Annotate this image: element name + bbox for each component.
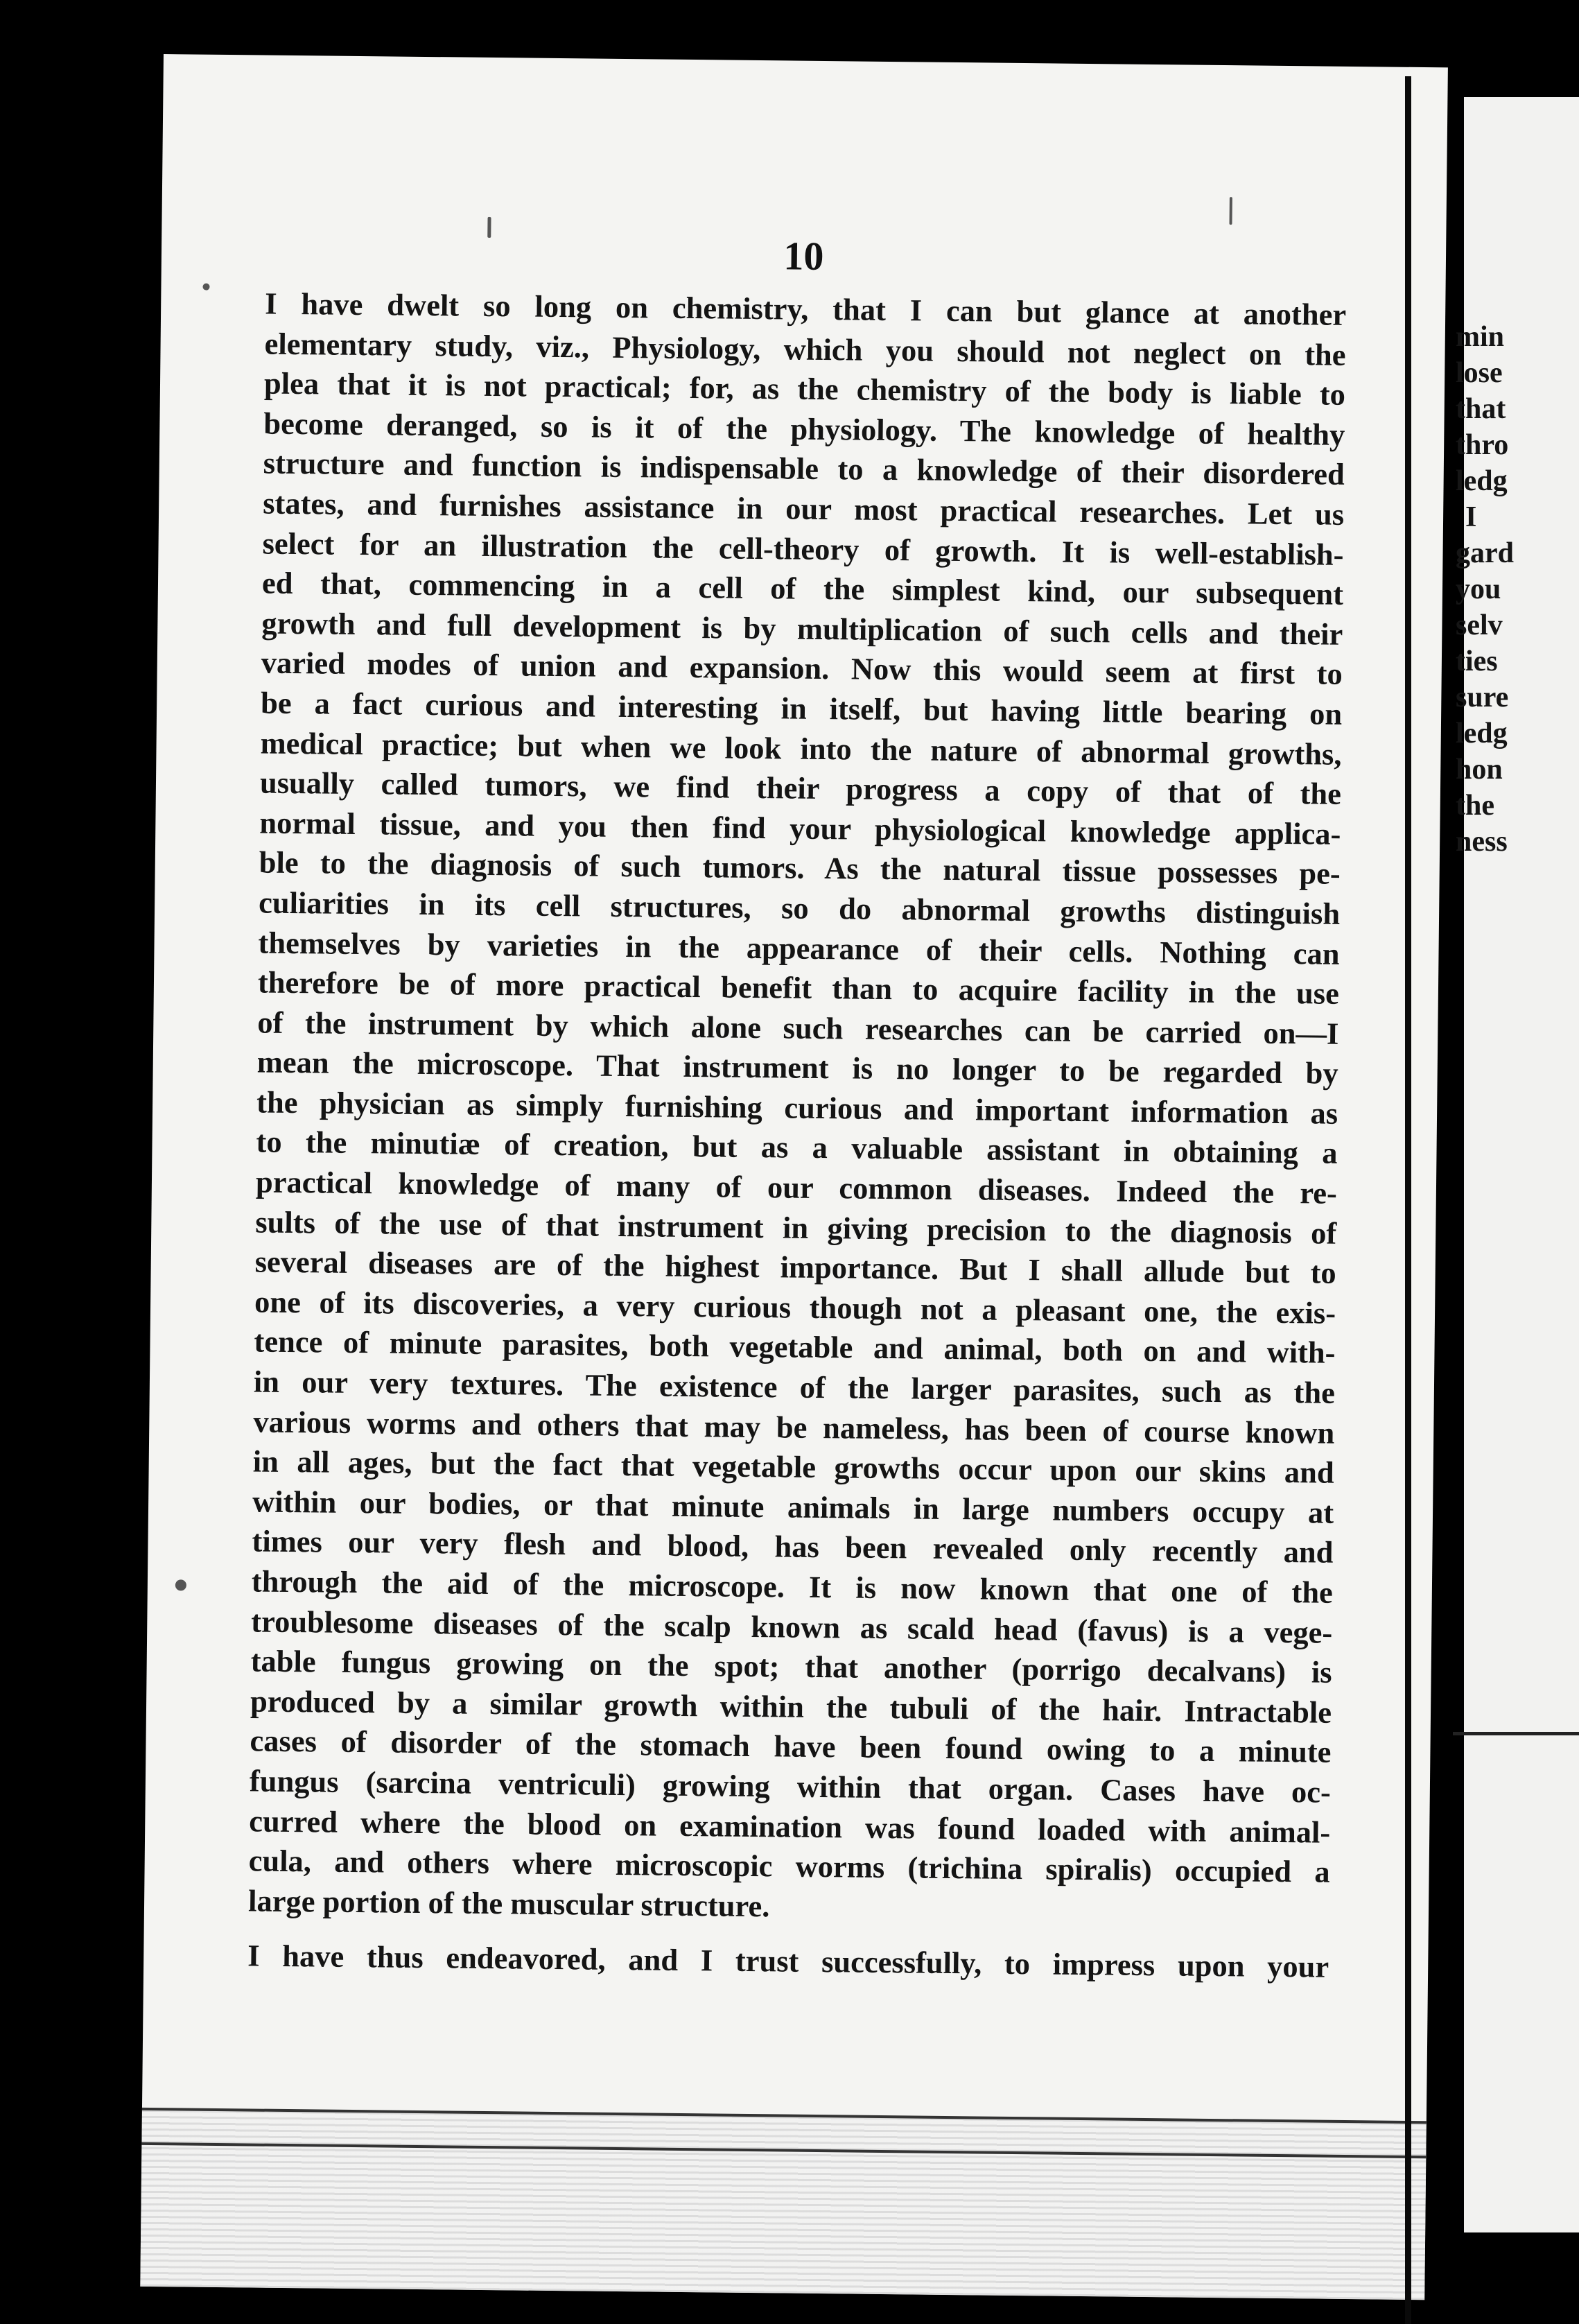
text-line: varied modes of union and expansion. Now this would seem at first to [261,645,1343,692]
text-line: in all ages, but the fact that vegetable growths occur upon our skins and [252,1443,1334,1491]
facing-fragment: you [1456,573,1501,605]
facing-fragment: I [1465,501,1477,533]
text-line: usually called tumors, we find their progress a copy of that of the [259,765,1342,811]
text-line: troublesome diseases of the scalp known as scald head (favus) is a vege- [251,1604,1333,1650]
text-line: be a fact curious and interesting in itself, but having little bearing on [260,685,1343,731]
text-line: curred where the blood on examination was found loaded with animal- [249,1803,1331,1850]
text-line: cula, and others where microscopic worms (trichina spiralis) occupied a [248,1843,1330,1889]
facing-fragment: the [1456,790,1494,822]
text-line: fungus (sarcina ventriculi) growing within that organ. Cases have oc- [249,1763,1332,1810]
text-line: to the minutiæ of creation, but as a valuable assistant in obtaining a [256,1124,1338,1171]
text-line: normal tissue, and you then find your physiological knowledge applica- [259,805,1341,851]
text-line: plea that it is not practical; for, as the chemistry of the body is liable to [263,365,1346,413]
facing-fragment: ness [1456,826,1508,858]
book-gutter [1405,76,1411,2324]
text-line: several diseases are of the highest importance. But I shall allude but to [254,1244,1336,1291]
text-line: within our bodies, or that minute animals in large numbers occupy at [252,1484,1334,1530]
facing-fragment: hon [1456,754,1503,786]
scan-speck [175,1579,186,1590]
text-line: therefore be of more practical benefit than to acquire facility in the use [257,964,1340,1011]
facing-fragment: lose [1456,357,1503,389]
text-line: sults of the use of that instrument in giving precision to the diagnosis of [255,1204,1337,1251]
text-line: growth and full development is by multiplication of such cells and their [261,605,1343,652]
text-line: the physician as simply furnishing curious and important information as [256,1084,1338,1131]
facing-fragment: ledg [1456,718,1508,749]
text-line: table fungus growing on the spot; that another (porrigo decalvans) is [250,1643,1332,1690]
text-line: practical knowledge of many of our common diseases. Indeed the re- [255,1164,1338,1211]
text-line: states, and furnishes assistance in our most practical researches. Let us [262,485,1345,532]
text-line: elementary study, viz., Physiology, which you should not neglect on the [264,326,1346,372]
text-line: medical practice; but when we look into the nature of abnormal growths, [260,725,1342,772]
facing-fragment: thro [1456,429,1509,461]
text-line: select for an illustration the cell-theory of growth. It is well-establish- [262,526,1344,572]
facing-fragment: sure [1456,682,1509,713]
body-text [247,284,1346,1988]
facing-fragment: ties [1456,645,1498,677]
book-page [140,54,1448,2300]
text-line: I have dwelt so long on chemistry, that I can but glance at another [264,286,1347,332]
text-line: become deranged, so is it of the physiology. The knowledge of healthy [263,406,1345,452]
text-line: cases of disorder of the stomach have been found owing to a minute [250,1723,1332,1770]
text-line: structure and function is indispensable to a knowledge of their disordered [263,445,1345,492]
text-line: large portion of the muscular structure. [247,1883,770,1924]
page-number: 10 [783,233,824,279]
text-line: of the instrument by which alone such researches can be carried on—I [257,1005,1339,1051]
text-line: times our very flesh and blood, has been revealed only recently and [252,1523,1334,1570]
text-line: mean the microscope. That instrument is no longer to be regarded by [256,1044,1338,1091]
text-line: various worms and others that may be nameless, has been of course known [253,1404,1335,1450]
facing-page-text [1456,319,1579,860]
facing-fragment: gard [1456,537,1514,569]
scan-speck [1230,197,1232,225]
text-line: in our very textures. The existence of the larger parasites, such as the [253,1364,1336,1410]
text-line: ed that, commencing in a cell of the simplest kind, our subsequent [261,565,1344,612]
text-line: through the aid of the microscope. It is now known that one of the [251,1563,1334,1610]
facing-fragment: that [1456,393,1506,425]
facing-fragment: selv [1456,609,1503,641]
text-line: tence of minute parasites, both vegetable and animal, both on and with- [254,1324,1336,1371]
facing-page-rule [1453,1732,1579,1735]
text-line: themselves by varieties in the appearance of their cells. Nothing can [258,925,1340,971]
text-line: produced by a similar growth within the tubuli of the hair. Intractable [250,1683,1332,1730]
facing-fragment: ledg [1456,465,1508,497]
text-line: one of its discoveries, a very curious though not a pleasant one, the exis- [254,1284,1336,1330]
text-line: ble to the diagnosis of such tumors. As the natural tissue possesses pe- [259,844,1341,892]
facing-fragment: min [1456,321,1505,353]
text-line: I have thus endeavored, and I trust successfully, to impress upon your [247,1938,1329,1985]
paragraph-1 [248,284,1347,1933]
scan-speck [202,284,209,290]
text-line: culiarities in its cell structures, so do abnormal growths distinguish [258,885,1341,931]
scan-speck [487,217,491,238]
page-bottom-texture [140,2110,1427,2300]
